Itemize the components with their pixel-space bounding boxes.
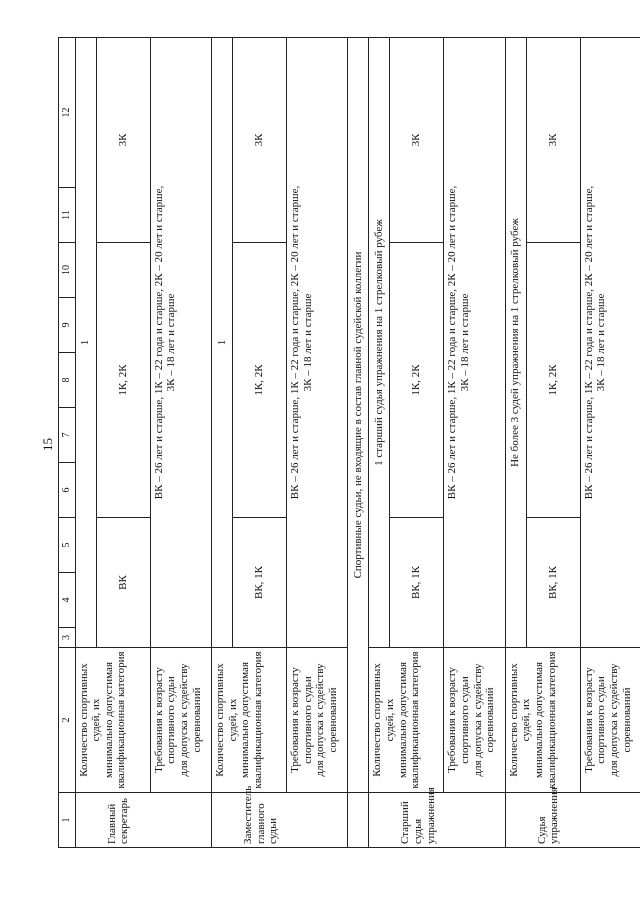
count-value: Не более 3 судей упражнения на 1 стрелковый рубеж: [505, 38, 526, 648]
age-value-cell: ВК – 26 лет и старше, 1К – 22 года и старше, 2К – 20 лет и старше, 3К – 18 лет и старше: [580, 38, 640, 648]
col-header: 10: [59, 243, 76, 298]
section-title: Спортивные судьи, не входящие в состав главной судейской коллегии: [348, 38, 369, 793]
category-cell: ВК, 1К: [526, 518, 580, 648]
count-label-cell: Количество спортивных судей, их минимально допустимая квалификационная категория: [369, 648, 444, 793]
age-label-cell: Требования к возрасту спортивного судьи для допуска к судейству соревнований: [580, 648, 640, 793]
role-line: Главный: [105, 803, 118, 844]
senior-age-row: [444, 38, 505, 848]
category-cell: 3К: [526, 38, 580, 243]
col-header: 7: [59, 408, 76, 463]
age-label-cell: Требования к возрасту спортивного судьи для допуска к судейству соревнований: [444, 648, 505, 793]
secretary-count-row: [75, 38, 96, 848]
senior-count-row: [369, 38, 390, 848]
count-label-cell: Количество спортивных судей, их минимально допустимая квалификационная категория: [505, 648, 580, 793]
judge-count-row: [505, 38, 526, 848]
secretary-age-row: [150, 38, 211, 848]
category-cell: 3К: [232, 38, 286, 243]
count-value: 1: [75, 38, 96, 648]
role-cell: Заместитель главного судьи: [211, 793, 347, 848]
judges-table: [58, 37, 640, 848]
count-value: 1: [211, 38, 232, 648]
category-cell: 1К, 2К: [96, 243, 150, 518]
role-cell: Судья упражнения: [505, 793, 640, 848]
category-cell: ВК, 1К: [232, 518, 286, 648]
category-cell: 1К, 2К: [390, 243, 444, 518]
section-row: [348, 38, 369, 848]
col-header: 6: [59, 463, 76, 518]
deputy-age-row: [286, 38, 347, 848]
col-header: 5: [59, 518, 76, 573]
age-label-cell: Требования к возрасту спортивного судьи для допуска к судейству соревнований: [286, 648, 347, 793]
role-cell: [75, 793, 211, 848]
count-label-cell: Количество спортивных судей, их минимально допустимая квалификационная категория: [211, 648, 286, 793]
category-cell: 1К, 2К: [232, 243, 286, 518]
category-cell: ВК, 1К: [390, 518, 444, 648]
category-cell: 3К: [96, 38, 150, 243]
count-label-cell: Количество спортивных судей, их минимально допустимая квалификационная категория: [75, 648, 150, 793]
col-header: 12: [59, 38, 76, 188]
age-value-cell: ВК – 26 лет и старше, 1К – 22 года и старше, 2К – 20 лет и старше, 3К – 18 лет и старше: [150, 38, 211, 648]
col-header: 2: [59, 648, 76, 793]
role-line: секретарь: [118, 798, 131, 844]
column-numbers-row: [59, 38, 76, 848]
category-cell: 3К: [390, 38, 444, 243]
col-header: 9: [59, 298, 76, 353]
age-label-cell: Требования к возрасту спортивного судьи для допуска к судейству соревнований: [150, 648, 211, 793]
role-cell: Старший судья упражнения: [369, 793, 505, 848]
category-cell: ВК: [96, 518, 150, 648]
col-header: 1: [59, 793, 76, 848]
category-cell: 1К, 2К: [526, 243, 580, 518]
count-value: 1 старший судья упражнения на 1 стрелковый рубеж: [369, 38, 390, 648]
age-value-cell: ВК – 26 лет и старше, 1К – 22 года и старше, 2К – 20 лет и старше, 3К – 18 лет и старше: [286, 38, 347, 648]
col-header: 3: [59, 628, 76, 648]
page-number: 15: [40, 438, 55, 451]
col-header: 8: [59, 353, 76, 408]
col-header: 4: [59, 573, 76, 628]
rotated-page: [58, 88, 640, 848]
judge-age-row: [580, 38, 640, 848]
age-value-cell: ВК – 26 лет и старше, 1К – 22 года и старше, 2К – 20 лет и старше, 3К – 18 лет и старше: [444, 38, 505, 648]
col-header: 11: [59, 188, 76, 243]
deputy-count-row: [211, 38, 232, 848]
